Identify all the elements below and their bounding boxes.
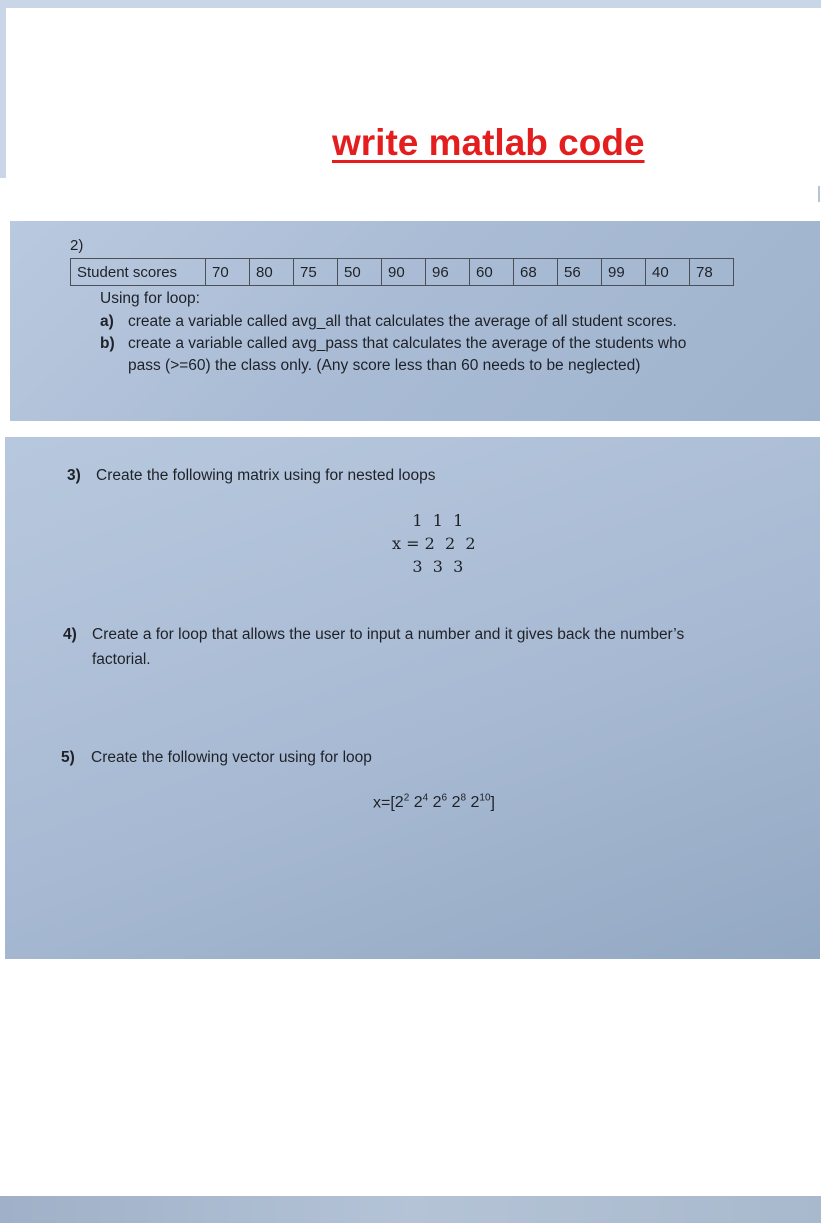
score-cell: 70 [206, 259, 250, 286]
matrix-cell: 1 [412, 511, 423, 530]
vector-base: 2 [432, 794, 442, 812]
matrix-cell: 3 [412, 557, 423, 576]
matrix-cell: 3 [453, 557, 464, 576]
matrix-cell: 2 [465, 534, 476, 553]
score-cell: 68 [514, 259, 558, 286]
matrix-cell: 1 [432, 511, 443, 530]
question-2b-text-line-2: pass (>=60) the class only. (Any score less than 60 needs to be neglected) [128, 357, 641, 374]
question-2b-label: b) [100, 335, 115, 352]
score-cell: 90 [382, 259, 426, 286]
matrix-cell: 1 [453, 511, 464, 530]
question-3-number: 3) [67, 467, 81, 484]
question-5-text: Create the following vector using for loop [91, 749, 372, 766]
question-2b-text-line-1: create a variable called avg_pass that calculates the average of the students who [128, 335, 687, 352]
score-cell: 50 [338, 259, 382, 286]
vector-expression [373, 793, 495, 812]
left-edge-strip [0, 8, 6, 178]
matrix-row [392, 532, 476, 555]
vector-term [470, 794, 490, 811]
question-2-number: 2) [70, 237, 84, 254]
question-2-photo [10, 221, 820, 421]
bottom-edge-strip [0, 1196, 821, 1223]
matrix-row [392, 555, 476, 578]
vector-exponent: 8 [460, 793, 467, 804]
top-edge-strip [0, 0, 821, 8]
question-5-number: 5) [61, 749, 75, 766]
matrix-display [392, 509, 476, 578]
vector-exponent: 10 [479, 793, 491, 804]
questions-3-5-photo [5, 437, 820, 959]
page-title: write matlab code [332, 122, 645, 163]
score-cell: 40 [646, 259, 690, 286]
vector-base: 2 [451, 794, 461, 812]
vector-suffix: ] [490, 794, 495, 812]
vector-exponent: 2 [403, 793, 410, 804]
vector-term [395, 794, 409, 811]
question-2a-label: a) [100, 313, 114, 330]
score-cell: 75 [294, 259, 338, 286]
score-cell: 96 [426, 259, 470, 286]
matrix-row [392, 509, 476, 532]
vector-exponent: 4 [422, 793, 429, 804]
matrix-cell: 3 [432, 557, 443, 576]
question-4-number: 4) [63, 626, 77, 643]
vector-base: 2 [394, 794, 404, 812]
table-row [71, 259, 734, 286]
table-header-cell: Student scores [71, 259, 206, 286]
matrix-cell: 2 [424, 534, 435, 553]
vector-term [414, 794, 428, 811]
question-2-intro: Using for loop: [100, 290, 200, 307]
score-cell: 56 [558, 259, 602, 286]
vector-base: 2 [413, 794, 423, 812]
edge-tick [818, 186, 820, 202]
score-cell: 60 [470, 259, 514, 286]
score-cell: 78 [690, 259, 734, 286]
question-2a-text: create a variable called avg_all that calculates the average of all student scores. [128, 313, 677, 330]
question-3-text: Create the following matrix using for nested loops [96, 467, 436, 484]
score-cell: 99 [602, 259, 646, 286]
question-4-text-line-1: Create a for loop that allows the user to input a number and it gives back the number’s [92, 626, 685, 643]
vector-term [452, 794, 466, 811]
vector-prefix: x=[ [373, 794, 395, 812]
vector-term [433, 794, 447, 811]
student-scores-table [70, 258, 734, 286]
vector-exponent: 6 [441, 793, 448, 804]
question-4-text-line-2: factorial. [92, 651, 151, 668]
matrix-lhs: x = [392, 534, 420, 553]
vector-base: 2 [470, 794, 480, 812]
score-cell: 80 [250, 259, 294, 286]
matrix-cell: 2 [444, 534, 456, 553]
